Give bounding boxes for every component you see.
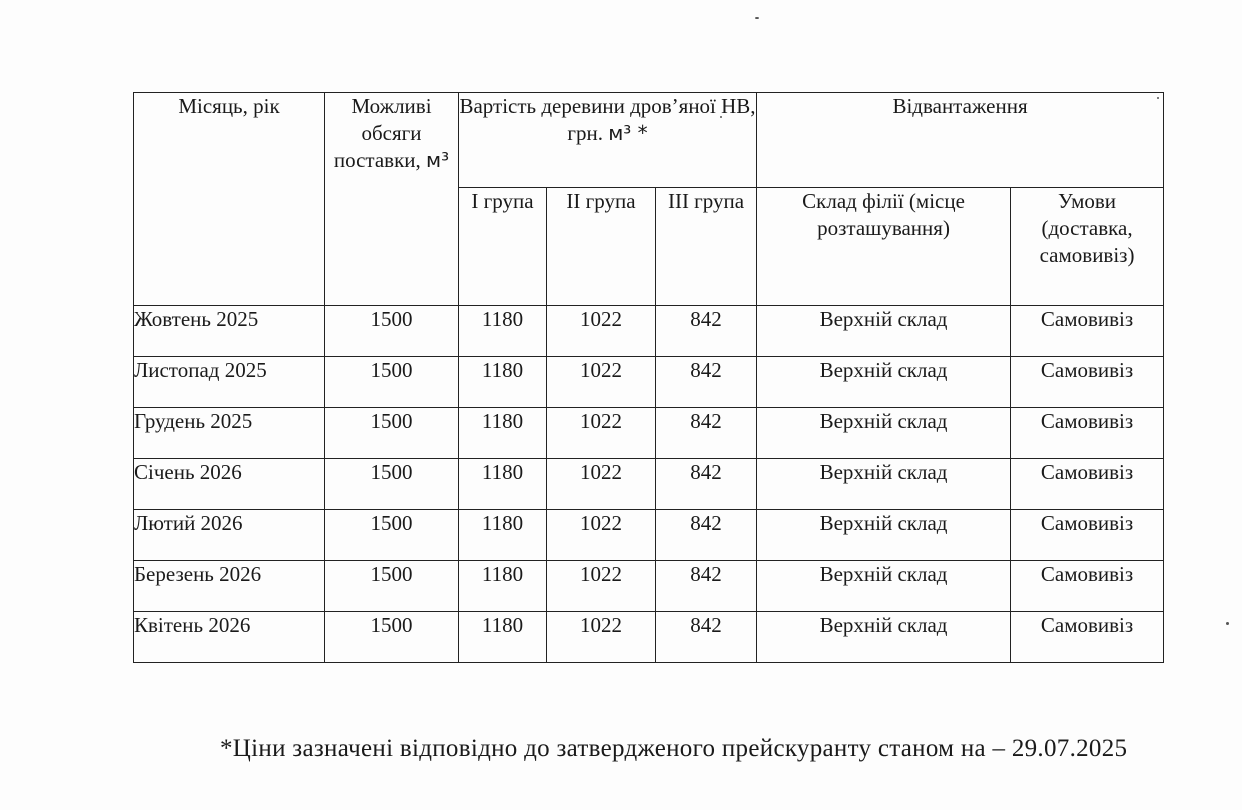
header-volume: Можливі обсяги поставки, м³ [325,93,459,306]
cell-month: Березень 2026 [134,561,325,612]
cell-volume: 1500 [325,561,459,612]
price-footnote [143,732,1143,765]
table-row [134,408,1164,459]
header-warehouse: Склад філії (місце розташування) [757,188,1011,306]
cell-group-3-price: 842 [656,612,757,663]
cell-group-3-price: 842 [656,357,757,408]
cell-volume: 1500 [325,408,459,459]
cell-month: Грудень 2025 [134,408,325,459]
cell-group-3-price: 842 [656,510,757,561]
cell-group-1-price: 1180 [459,357,547,408]
cell-group-3-price: 842 [656,408,757,459]
cell-warehouse: Верхній склад [757,408,1011,459]
cell-month: Квітень 2026 [134,612,325,663]
cell-group-2-price: 1022 [547,612,656,663]
cell-terms: Самовивіз [1011,561,1164,612]
cell-group-1-price: 1180 [459,408,547,459]
table-row [134,459,1164,510]
unit-cubic-meters-asterisk: м³ * [608,121,648,145]
cell-group-2-price: 1022 [547,510,656,561]
cell-month: Лютий 2026 [134,510,325,561]
supply-table [133,92,1164,663]
cell-terms: Самовивіз [1011,612,1164,663]
cell-month: Листопад 2025 [134,357,325,408]
cell-group-2-price: 1022 [547,561,656,612]
header-month: Місяць, рік [134,93,325,306]
table-row [134,357,1164,408]
header-shipment: Відвантаження [757,93,1164,188]
cell-volume: 1500 [325,612,459,663]
cell-month: Жовтень 2025 [134,306,325,357]
cell-volume: 1500 [325,510,459,561]
cell-group-1-price: 1180 [459,612,547,663]
cell-group-2-price: 1022 [547,408,656,459]
header-group-1: I група [459,188,547,306]
cell-terms: Самовивіз [1011,357,1164,408]
header-terms: Умови (доставка, самовивіз) [1011,188,1164,306]
cell-warehouse: Верхній склад [757,357,1011,408]
footnote-text: *Ціни зазначені відповідно до затвердженого прейскуранту станом на – 29.07.2025 [220,735,1128,762]
table-row [134,510,1164,561]
cell-terms: Самовивіз [1011,510,1164,561]
cell-group-2-price: 1022 [547,357,656,408]
cell-warehouse: Верхній склад [757,306,1011,357]
cell-group-3-price: 842 [656,459,757,510]
header-row-top [134,93,1164,188]
scan-speck [1226,622,1229,625]
cell-group-3-price: 842 [656,306,757,357]
cell-group-1-price: 1180 [459,306,547,357]
cell-warehouse: Верхній склад [757,561,1011,612]
cell-terms: Самовивіз [1011,408,1164,459]
table-row [134,306,1164,357]
cell-month: Січень 2026 [134,459,325,510]
cell-volume: 1500 [325,459,459,510]
cell-volume: 1500 [325,306,459,357]
cell-group-3-price: 842 [656,561,757,612]
cell-terms: Самовивіз [1011,459,1164,510]
cell-group-1-price: 1180 [459,510,547,561]
header-group-2: II група [547,188,656,306]
cell-warehouse: Верхній склад [757,459,1011,510]
cell-volume: 1500 [325,357,459,408]
table-row [134,612,1164,663]
cell-warehouse: Верхній склад [757,510,1011,561]
cell-group-2-price: 1022 [547,306,656,357]
cell-terms: Самовивіз [1011,306,1164,357]
table-row [134,561,1164,612]
unit-cubic-meters: м³ [426,148,450,172]
cell-group-1-price: 1180 [459,561,547,612]
cell-warehouse: Верхній склад [757,612,1011,663]
cell-group-2-price: 1022 [547,459,656,510]
header-group-3: III група [656,188,757,306]
scan-speck [755,17,759,19]
header-price: Вартість деревини дров’яної НВ, грн. м³ * [459,93,757,188]
cell-group-1-price: 1180 [459,459,547,510]
